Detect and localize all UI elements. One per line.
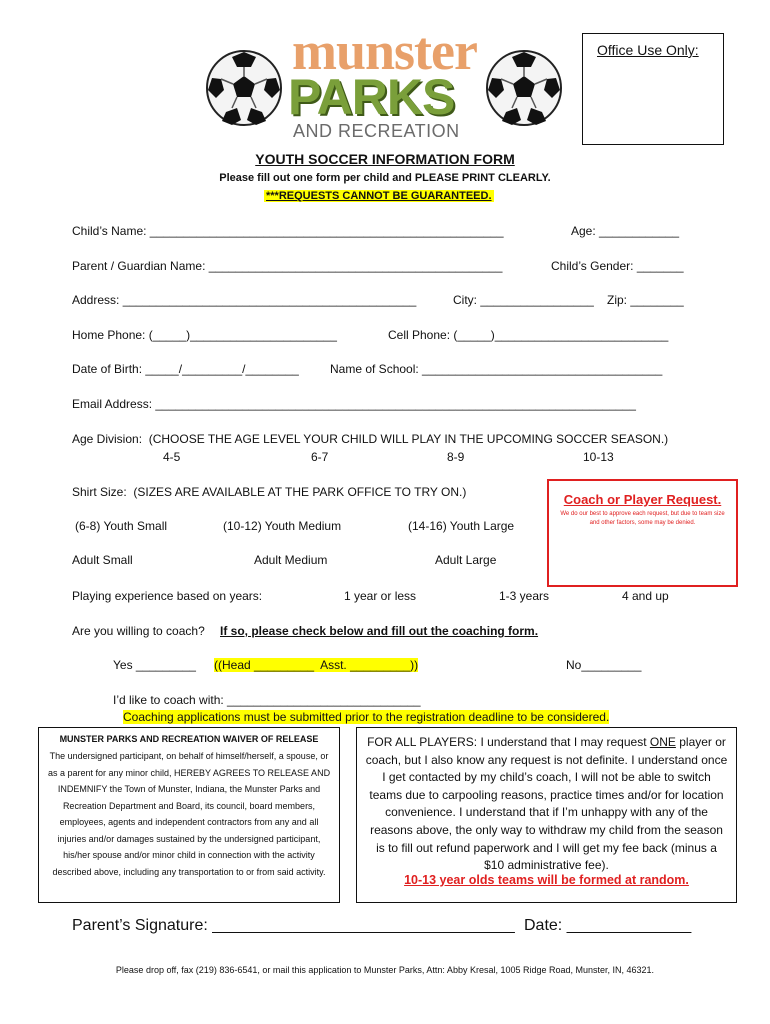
experience-label: Playing experience based on years: — [72, 589, 263, 603]
shirt-size-label: Shirt Size: (SIZES ARE AVAILABLE AT THE PARK OFFICE TO TRY ON.) — [72, 485, 467, 499]
zip-field[interactable]: Zip: ________ — [607, 293, 684, 307]
home-phone-field[interactable]: Home Phone: (_____)______________________ — [72, 328, 337, 342]
childs-name-field[interactable]: Child’s Name: _____________________________________________________ — [72, 224, 504, 238]
coach-question: Are you willing to coach? — [72, 624, 205, 638]
age-option-8-9[interactable]: 8-9 — [447, 450, 465, 464]
coach-player-request-title: Coach or Player Request. — [563, 492, 722, 507]
shirt-adult-medium[interactable]: Adult Medium — [254, 553, 328, 567]
parent-signature-field[interactable]: Parent’s Signature: __________________________________ — [72, 917, 515, 934]
players-box — [356, 727, 737, 903]
shirt-youth-large[interactable]: (14-16) Youth Large — [408, 519, 515, 533]
age-field[interactable]: Age: ____________ — [571, 224, 680, 238]
cell-phone-field[interactable]: Cell Phone: (_____)__________________________ — [388, 328, 669, 342]
experience-option-2[interactable]: 1-3 years — [499, 589, 550, 603]
waiver-body: The undersigned participant, on behalf of himself/herself, a spouse, or as a parent for any minor child, HEREBY AGREES TO RELEASE AND INDEMNIFY the Town of Munster, Indiana, the Munster Parks and Recreation Department and Board, its council, board members, employees, agents and independent contractors from any and all injuries and/or damages sustained by the undersigned participant, his/her spouse and/or minor child in connection with the activity described above, including any transportation to or from said activity. — [47, 751, 331, 877]
coach-player-request-note: We do our best to approve each request, but due to team size and other factors, some may be denied. — [560, 511, 725, 526]
city-field[interactable]: City: _________________ — [453, 293, 594, 307]
email-field[interactable]: Email Address: ________________________________________________________________________ — [72, 397, 636, 411]
footer-instructions: Please drop off, fax (219) 836-6541, or mail this application to Munster Parks, Attn: Abby Kresal, 1005 Ridge Road, Munster, IN, 46321. — [115, 965, 655, 975]
age-division-label: Age Division: (CHOOSE THE AGE LEVEL YOUR CHILD WILL PLAY IN THE UPCOMING SOCCER SEASON.) — [72, 432, 669, 446]
players-body-after: player or coach, but I also know any request is not definite. I understand once I get contacted by my child’s coach, I will not be able to switch teams due to carpooling reasons, practice times and/or for location convenience. I understand that if I’m unhappy with any of the reasons above, the only way to withdraw my child from the season is to fill out refund paperwork and I will get my fee back (minus a $10 administrative fee). — [365, 735, 728, 873]
office-use-box — [582, 33, 724, 145]
experience-option-3[interactable]: 4 and up — [622, 589, 669, 603]
age-option-6-7[interactable]: 6-7 — [311, 450, 329, 464]
soccer-ball-right-icon — [484, 48, 564, 128]
players-body-one: ONE — [649, 735, 676, 749]
coach-deadline-notice: Coaching applications must be submitted prior to the registration deadline to be considered. — [123, 710, 610, 724]
office-use-label: Office Use Only: — [597, 42, 699, 58]
logo-text-recreation: AND RECREATION — [293, 121, 460, 141]
form-subtitle: Please fill out one form per child and PLEASE PRINT CLEARLY. — [219, 172, 551, 184]
coach-yes-field[interactable]: Yes _________ — [113, 658, 196, 672]
age-option-10-13[interactable]: 10-13 — [583, 450, 614, 464]
coach-no-field[interactable]: No_________ — [566, 658, 642, 672]
waiver-title: MUNSTER PARKS AND RECREATION WAIVER OF RELEASE — [59, 734, 319, 744]
shirt-youth-small[interactable]: (6-8) Youth Small — [75, 519, 168, 533]
experience-option-1[interactable]: 1 year or less — [344, 589, 417, 603]
shirt-adult-small[interactable]: Adult Small — [72, 553, 133, 567]
coach-instruction: If so, please check below and fill out the coaching form. — [220, 624, 539, 638]
waiver-box — [38, 727, 340, 903]
gender-field[interactable]: Child’s Gender: _______ — [551, 259, 684, 273]
coach-player-request-box[interactable] — [547, 479, 738, 587]
shirt-adult-large[interactable]: Adult Large — [435, 553, 497, 567]
age-option-4-5[interactable]: 4-5 — [163, 450, 181, 464]
school-field[interactable]: Name of School: ____________________________________ — [330, 362, 663, 376]
dob-field[interactable]: Date of Birth: _____/_________/________ — [72, 362, 299, 376]
logo-text-munster: munster — [292, 21, 477, 81]
players-body-before: FOR ALL PLAYERS: I understand that I may request — [367, 735, 650, 749]
address-field[interactable]: Address: ____________________________________________ — [72, 293, 417, 307]
signature-date-field[interactable]: Date: ______________ — [524, 917, 692, 934]
players-body — [365, 734, 728, 875]
soccer-ball-left-icon — [204, 48, 284, 128]
guarantee-notice: ***REQUESTS CANNOT BE GUARANTEED. — [266, 190, 492, 202]
players-red-note: 10-13 year olds teams will be formed at random. — [404, 873, 689, 887]
shirt-youth-medium[interactable]: (10-12) Youth Medium — [223, 519, 342, 533]
parent-name-field[interactable]: Parent / Guardian Name: ____________________________________________ — [72, 259, 503, 273]
coach-with-field[interactable]: I’d like to coach with: _____________________________ — [113, 693, 421, 707]
coach-head-asst-field[interactable]: ((Head _________ Asst. _________)) — [214, 658, 419, 672]
logo-text-parks: PARKS — [288, 69, 455, 125]
form-title: YOUTH SOCCER INFORMATION FORM — [255, 151, 515, 167]
